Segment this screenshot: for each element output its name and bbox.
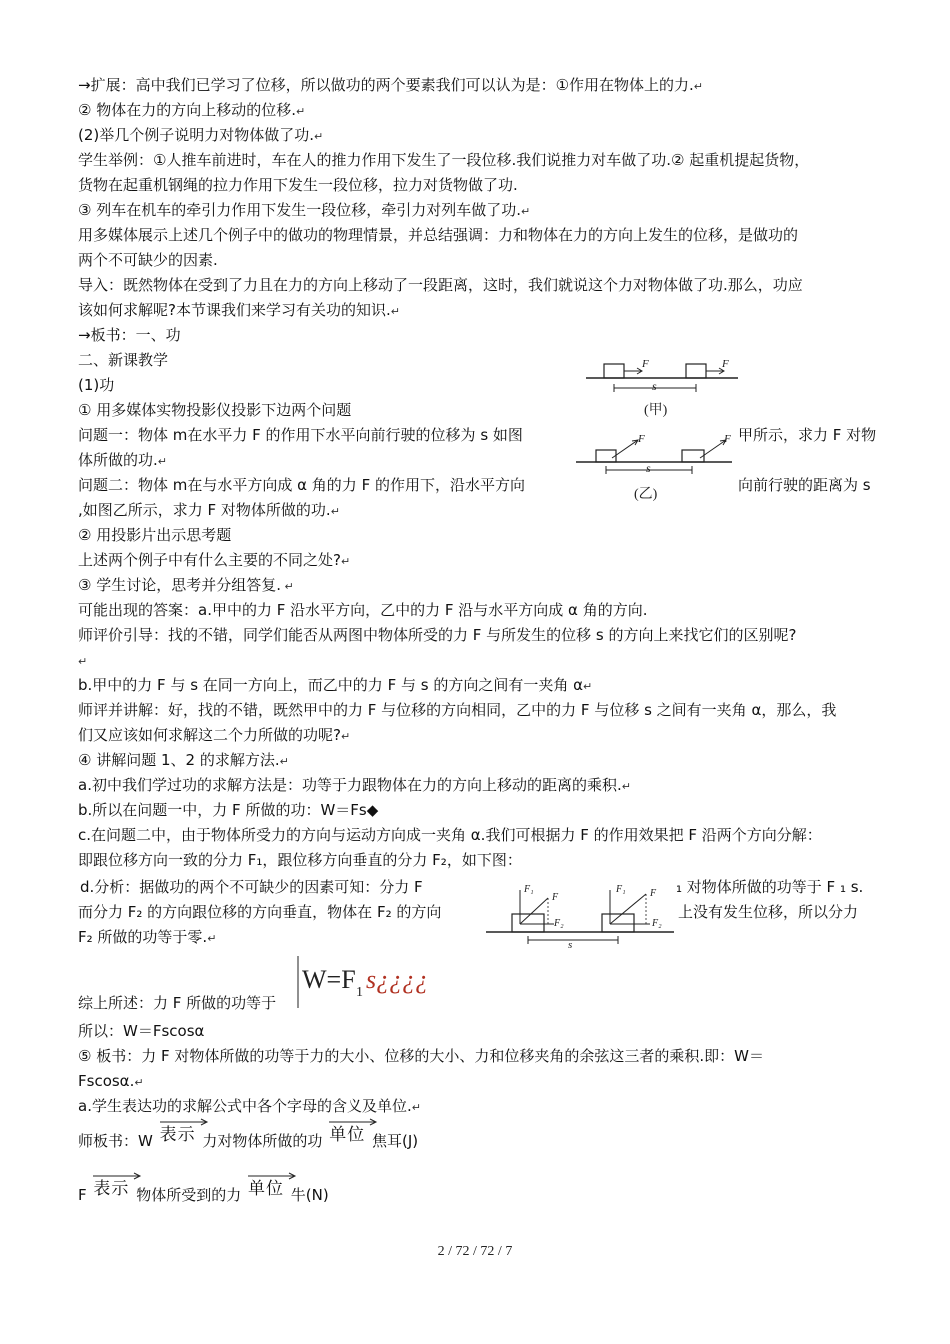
text-line: ,如图乙所示，求力 F 对物体所做的功.↵ — [78, 501, 340, 519]
svg-text:F: F — [650, 888, 657, 899]
text-line: 可能出现的答案：a.甲中的力 F 沿水平方向，乙中的力 F 沿与水平方向成 α 角的方向. — [78, 601, 648, 619]
svg-text:F₁: F₁ — [524, 884, 534, 895]
text-line: 向前行驶的距离为 s — [738, 476, 871, 494]
figure-yi — [572, 432, 736, 506]
text-line: 甲所示，求力 F 对物 — [738, 426, 877, 444]
text-line: 导入：既然物体在受到了力且在力的方向上移动了一段距离，这时，我们就说这个力对物体做了功.那么，功应 — [78, 276, 803, 294]
page-footer: 2 / 72 / 72 / 7 — [437, 1244, 513, 1259]
svg-text:F₁: F₁ — [616, 884, 626, 895]
figure-yi-caption: (乙) — [634, 487, 658, 502]
text-line: a.初中我们学过功的求解方法是：功等于力跟物体在力的方向上移动的距离的乘积.↵ — [78, 776, 631, 794]
text-line: 上没有发生位移，所以分力 — [678, 903, 859, 921]
text-line: 师评价引导：找的不错，同学们能否从两图中物体所受的力 F 与所发生的位移 s 的方向上来找它们的区别呢? — [78, 626, 797, 644]
text-line: F 表示 物体所受到的力 单位 牛(N) — [78, 1178, 329, 1206]
text-line: 用多媒体展示上述几个例子中的做功的物理情景，并总结强调：力和物体在力的方向上发生的位移，是做功的 — [78, 226, 799, 244]
svg-text:F₂: F₂ — [554, 918, 564, 929]
text-line: F₂ 所做的功等于零.↵ — [78, 928, 217, 946]
text-line: 而分力 F₂ 的方向跟位移的方向垂直，物体在 F₂ 的方向 — [78, 903, 442, 921]
section-heading: 二、新课教学 — [78, 351, 169, 369]
text-line: b.甲中的力 F 与 s 在同一方向上，而乙中的力 F 与 s 的方向之间有一夹角 α↵ — [78, 676, 593, 694]
svg-text:s: s — [568, 939, 573, 950]
unit-arrow: 单位 — [248, 1178, 284, 1200]
text-line: 们又应该如何求解这二个力所做的功呢?↵ — [78, 726, 351, 744]
text-line: ③ 列车在机车的牵引力作用下发生一段位移，牵引力对列车做了功.↵ — [78, 201, 531, 219]
text-line: 上述两个例子中有什么主要的不同之处?↵ — [78, 551, 351, 569]
text-line: 体所做的功.↵ — [78, 451, 167, 469]
text-line: 两个不可缺少的因素. — [78, 251, 218, 269]
svg-text:F: F — [638, 433, 645, 445]
svg-text:s: s — [652, 379, 657, 393]
formula-sub: 1 — [356, 985, 363, 1000]
formula-rhs: s¿¿¿¿ — [366, 965, 429, 994]
text-line: ④ 讲解问题 1、2 的求解方法.↵ — [78, 751, 289, 769]
represent-arrow: 表示 — [160, 1124, 196, 1146]
text-line: Fscosα.↵ — [78, 1072, 144, 1090]
text-line: 该如何求解呢?本节课我们来学习有关功的知识.↵ — [78, 301, 400, 319]
svg-text:F: F — [724, 433, 731, 445]
text-line: 师板书：W 表示 力对物体所做的功 单位 焦耳(J) — [78, 1124, 418, 1152]
text-line: 问题一：物体 m在水平力 F 的作用下水平向前行驶的位移为 s 如图 — [78, 426, 523, 444]
text-line: ↵ — [78, 655, 88, 668]
text-line: 货物在起重机钢绳的拉力作用下发生一段位移，拉力对货物做了功. — [78, 176, 518, 194]
text-line: ③ 学生讨论，思考并分组答复. ↵ — [78, 576, 294, 594]
text-line: b.所以在问题一中，力 F 所做的功：W＝Fs◆ — [78, 801, 379, 819]
text-line: 即跟位移方向一致的分力 F₁，跟位移方向垂直的分力 F₂，如下图： — [78, 851, 522, 869]
text-line: →板书：一、功 — [78, 326, 181, 344]
text-line: ① 用多媒体实物投影仪投影下边两个问题 — [78, 401, 352, 419]
text-line: ② 物体在力的方向上移动的位移.↵ — [78, 101, 306, 119]
work-formula — [296, 952, 436, 1012]
text-line: c.在问题二中，由于物体所受力的方向与运动方向成一夹角 α.我们可根据力 F 的作用效果把 F 沿两个方向分解： — [78, 826, 822, 844]
formula-lhs: W=F — [302, 965, 356, 994]
svg-text:F: F — [552, 892, 559, 903]
figure-jia-caption: (甲) — [644, 403, 668, 418]
text-line: 师评并讲解：好，找的不错，既然甲中的力 F 与位移的方向相同，乙中的力 F 与位移 s 之间有一夹角 α，那么，我 — [78, 701, 837, 719]
represent-arrow: 表示 — [93, 1178, 129, 1200]
text-line: 所以：W＝Fscosα — [78, 1022, 205, 1040]
text-line: 学生举例：①人推车前进时，车在人的推力作用下发生了一段位移.我们说推力对车做了功.② 起重机提起货物， — [78, 151, 810, 169]
text-line: ⑤ 板书：力 F 对物体所做的功等于力的大小、位移的大小、力和位移夹角的余弦这三者的乘积.即：W＝ — [78, 1047, 764, 1065]
text-line: d.分析：据做功的两个不可缺少的因素可知：分力 F — [80, 878, 423, 896]
subsection-heading: (1)功 — [78, 376, 115, 394]
figure-jia — [582, 356, 742, 422]
text-line: a.学生表达功的求解公式中各个字母的含义及单位.↵ — [78, 1097, 421, 1115]
text-line: →扩展：高中我们已学习了位移，所以做功的两个要素我们可以认为是：①作用在物体上的力.↵ — [78, 76, 704, 94]
text-line: (2)举几个例子说明力对物体做了功.↵ — [78, 126, 324, 144]
unit-arrow: 单位 — [329, 1124, 365, 1146]
text-line: 综上所述：力 F 所做的功等于 — [78, 994, 277, 1012]
figure-force-decomposition — [484, 880, 676, 950]
svg-text:F: F — [722, 358, 729, 370]
text-line: ② 用投影片出示思考题 — [78, 526, 232, 544]
svg-text:F: F — [642, 358, 649, 370]
svg-text:s: s — [646, 461, 651, 475]
text-line: ₁ 对物体所做的功等于 F ₁ s. — [676, 878, 864, 896]
text-line: 问题二：物体 m在与水平方向成 α 角的力 F 的作用下，沿水平方向 — [78, 476, 525, 494]
svg-text:F₂: F₂ — [652, 918, 662, 929]
